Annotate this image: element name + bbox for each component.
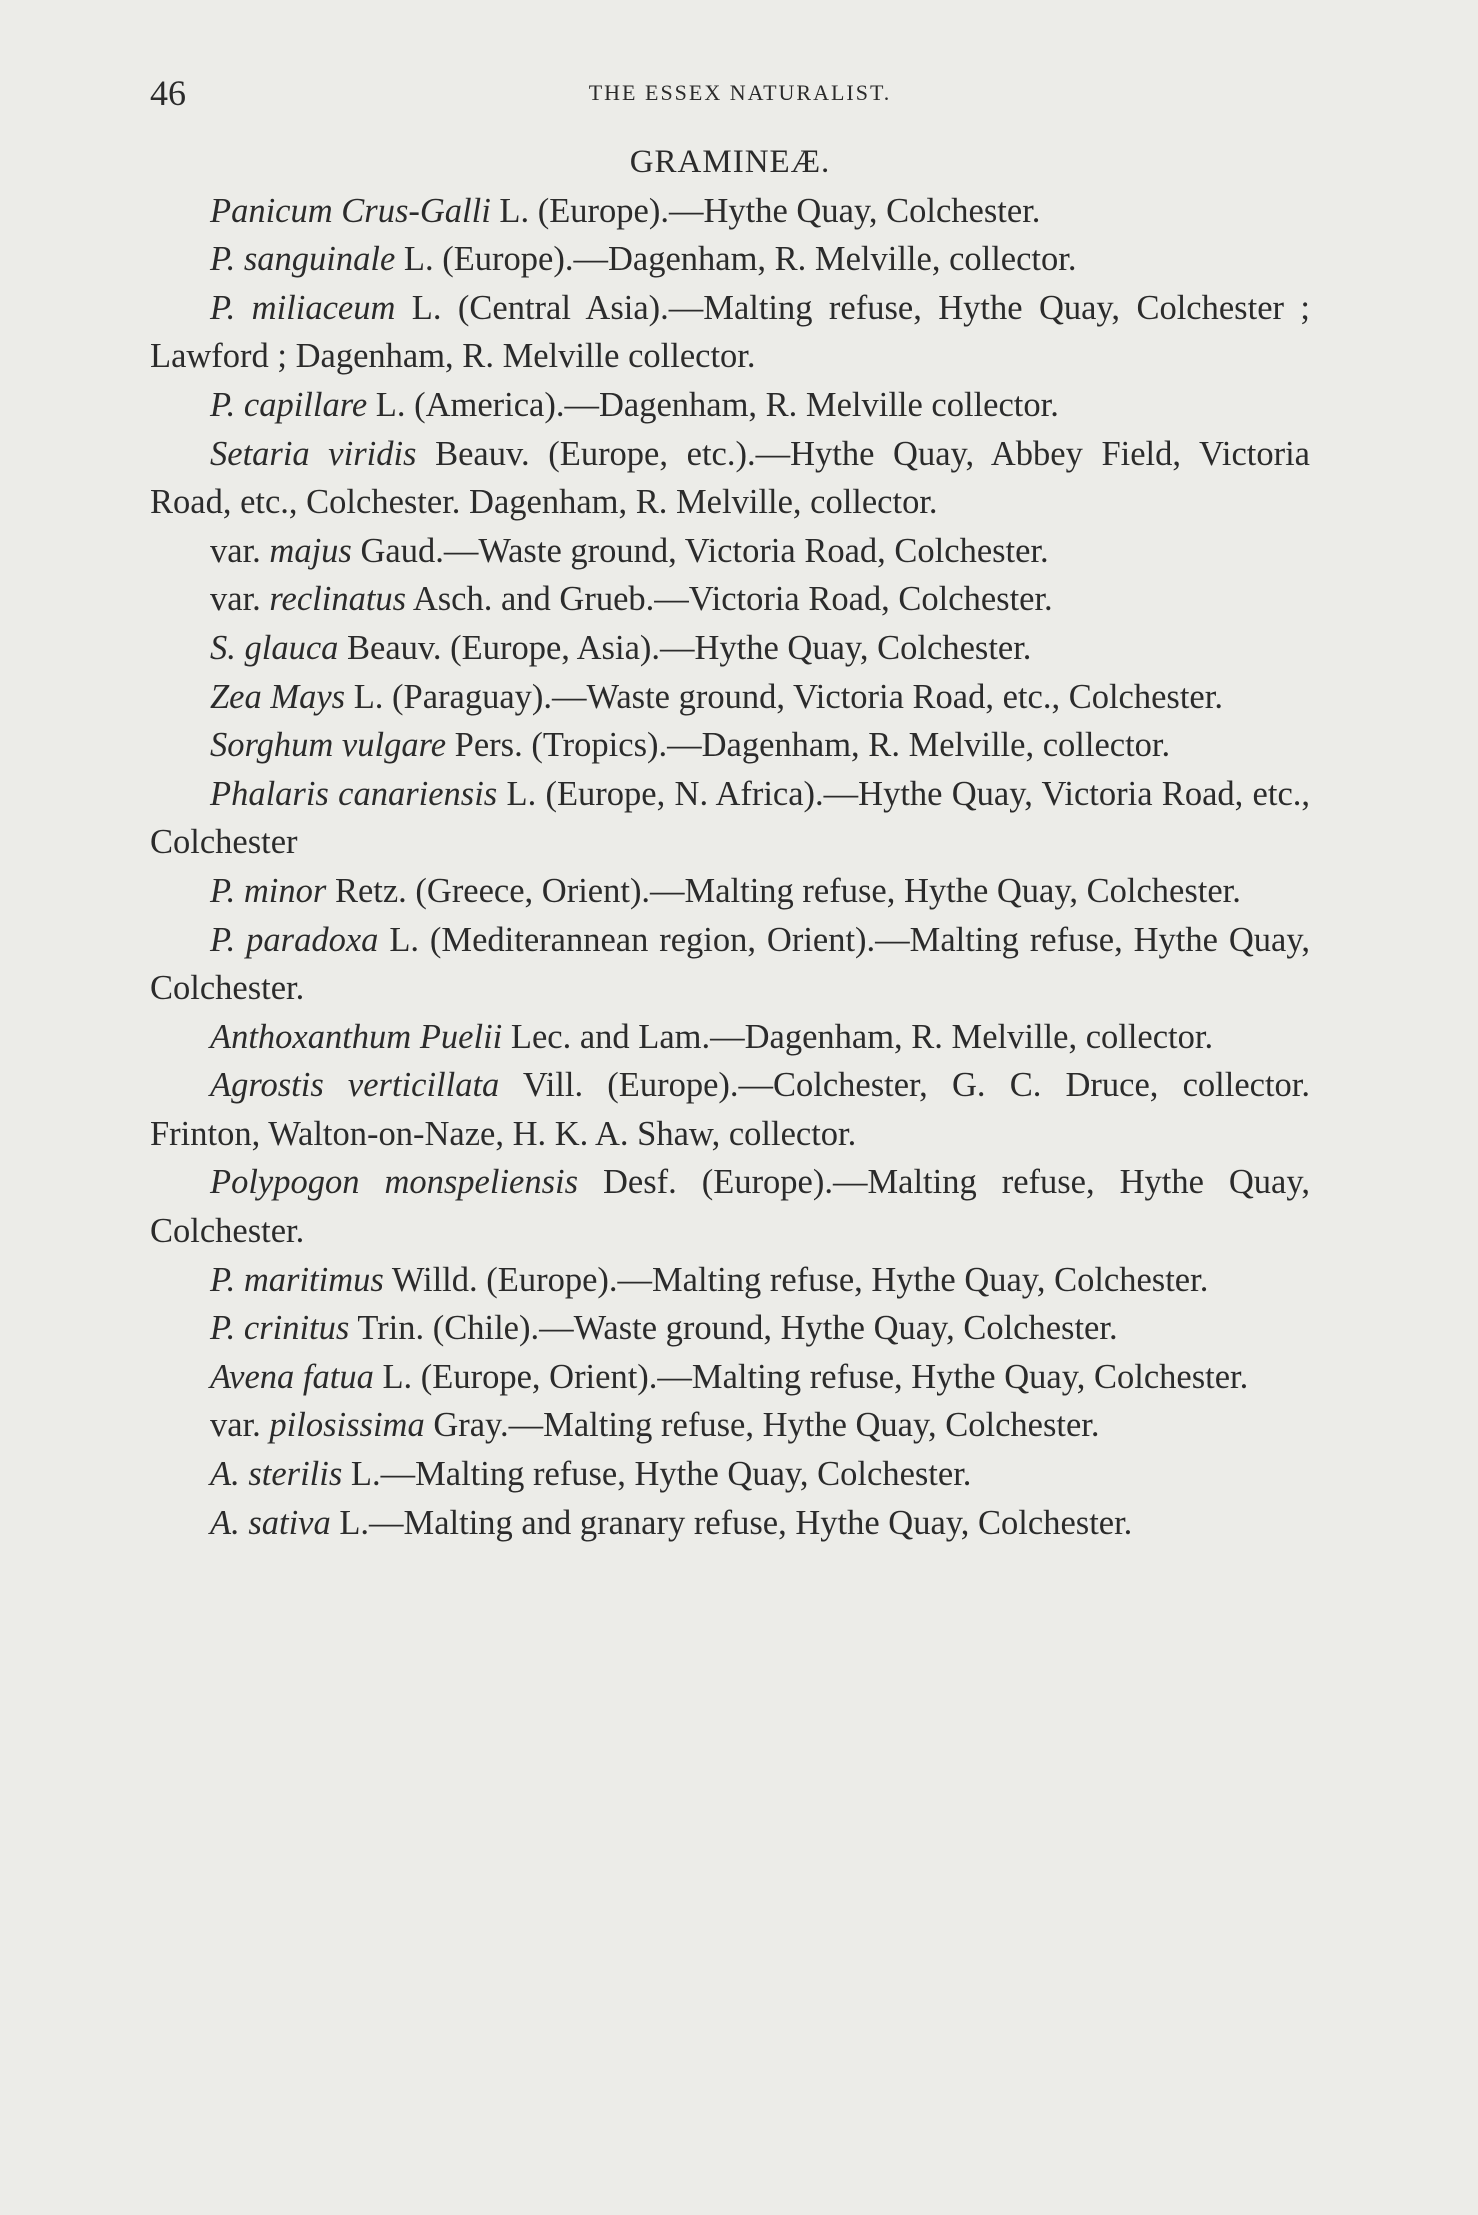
species-entry (150, 187, 1310, 236)
entry-details: Lec. and Lam.—Dagenham, R. Melville, collector. (502, 1017, 1214, 1056)
species-entry (150, 1353, 1310, 1402)
species-entry (150, 527, 1310, 576)
species-entry (150, 1401, 1310, 1450)
taxon-name: P. minor (210, 871, 327, 910)
taxon-name: pilosissima (269, 1406, 425, 1445)
species-entry (150, 575, 1310, 624)
species-entry (150, 1013, 1310, 1062)
section-heading: GRAMINEÆ. (629, 144, 831, 180)
entry-details: Asch. and Grueb.—Victoria Road, Colchester. (406, 580, 1053, 619)
taxon-name: Agrostis verticillata (210, 1066, 500, 1105)
taxon-name: S. glauca (210, 628, 339, 667)
taxon-name: P. capillare (210, 385, 368, 424)
taxon-name: P. maritimus (210, 1260, 384, 1299)
entry-details: L.—Malting and granary refuse, Hythe Quay, Colchester. (330, 1503, 1133, 1542)
entry-details: Vill. (Europe).—Colchester, G. C. Druce, collector. Frinton, Walton-on-Naze, H. K. A. Shaw, collector. (150, 1066, 1311, 1153)
entry-details: Retz. (Greece, Orient).—Malting refuse, Hythe Quay, Colchester. (326, 871, 1241, 910)
taxon-name: A. sativa (210, 1503, 331, 1542)
species-entry (150, 430, 1310, 527)
species-entry (150, 624, 1310, 673)
taxon-name: majus (269, 531, 352, 570)
species-entry (150, 1304, 1310, 1353)
species-entry (150, 770, 1310, 867)
entry-details: Trin. (Chile).—Waste ground, Hythe Quay, Colchester. (349, 1309, 1118, 1348)
taxon-name: Phalaris canariensis (210, 774, 498, 813)
taxon-name: Polypogon monspeliensis (210, 1163, 579, 1202)
species-entry (150, 1450, 1310, 1499)
entry-details: L. (Europe).—Dagenham, R. Melville, collector. (395, 240, 1077, 279)
entry-prefix: var. (210, 580, 270, 619)
taxon-name: Zea Mays (210, 677, 346, 716)
entry-details: L. (Europe).—Hythe Quay, Colchester. (490, 191, 1041, 230)
species-entry (150, 1499, 1310, 1548)
entry-details: Pers. (Tropics).—Dagenham, R. Melville, collector. (446, 726, 1171, 765)
taxon-name: Avena fatua (210, 1357, 374, 1396)
taxon-name: P. miliaceum (210, 288, 396, 327)
entry-details: L. (Europe, Orient).—Malting refuse, Hythe Quay, Colchester. (373, 1357, 1249, 1396)
entry-details: Desf. (Europe).—Malting refuse, Hythe Quay, Colchester. (150, 1163, 1310, 1251)
entry-details: Beauv. (Europe, etc.).—Hythe Quay, Abbey Field, Victoria Road, etc., Colchester. Dagenham, R. Melville, collector. (150, 434, 1310, 522)
taxon-name: Anthoxanthum Puelii (210, 1017, 503, 1056)
entry-details: L. (America).—Dagenham, R. Melville collector. (367, 385, 1059, 424)
species-entry (150, 673, 1310, 722)
species-list (150, 187, 1310, 1548)
entry-details: Beauv. (Europe, Asia).—Hythe Quay, Colchester. (338, 628, 1032, 667)
species-entry (150, 916, 1310, 1013)
species-entry (150, 381, 1310, 430)
species-entry (150, 721, 1310, 770)
taxon-name: Setaria viridis (210, 434, 417, 473)
taxon-name: Panicum Crus-Galli (210, 191, 491, 230)
species-entry (150, 284, 1310, 381)
running-head: THE ESSEX NATURALIST. (588, 80, 892, 105)
entry-details: L. (Europe, N. Africa).—Hythe Quay, Victoria Road, etc., Colchester (150, 774, 1311, 862)
entry-details: L.—Malting refuse, Hythe Quay, Colchester. (342, 1455, 972, 1494)
taxon-name: Sorghum vulgare (210, 726, 447, 765)
species-entry (150, 867, 1310, 916)
entry-details: L. (Mediterannean region, Orient).—Malting refuse, Hythe Quay, Colchester. (150, 920, 1310, 1008)
entry-details: Gray.—Malting refuse, Hythe Quay, Colchester. (424, 1406, 1100, 1445)
entry-details: Gaud.—Waste ground, Victoria Road, Colchester. (351, 531, 1049, 570)
entry-prefix: var. (210, 1406, 270, 1445)
species-entry (150, 235, 1310, 284)
taxon-name: A. sterilis (210, 1455, 343, 1494)
entry-details: Willd. (Europe).—Malting refuse, Hythe Quay, Colchester. (383, 1260, 1209, 1299)
entry-details: L. (Paraguay).—Waste ground, Victoria Road, etc., Colchester. (345, 677, 1223, 716)
page-number: 46 (150, 73, 186, 113)
entry-details: L. (Central Asia).—Malting refuse, Hythe Quay, Colchester ; Lawford ; Dagenham, R. Melville collector. (150, 288, 1310, 376)
taxon-name: P. paradoxa (210, 920, 379, 959)
species-entry (150, 1158, 1310, 1255)
page-body (150, 138, 1310, 1547)
species-entry (150, 1061, 1310, 1158)
taxon-name: reclinatus (269, 580, 407, 619)
page-header (150, 72, 1330, 118)
taxon-name: P. sanguinale (210, 240, 396, 279)
entry-prefix: var. (210, 531, 270, 570)
species-entry (150, 1256, 1310, 1305)
taxon-name: P. crinitus (210, 1309, 350, 1348)
